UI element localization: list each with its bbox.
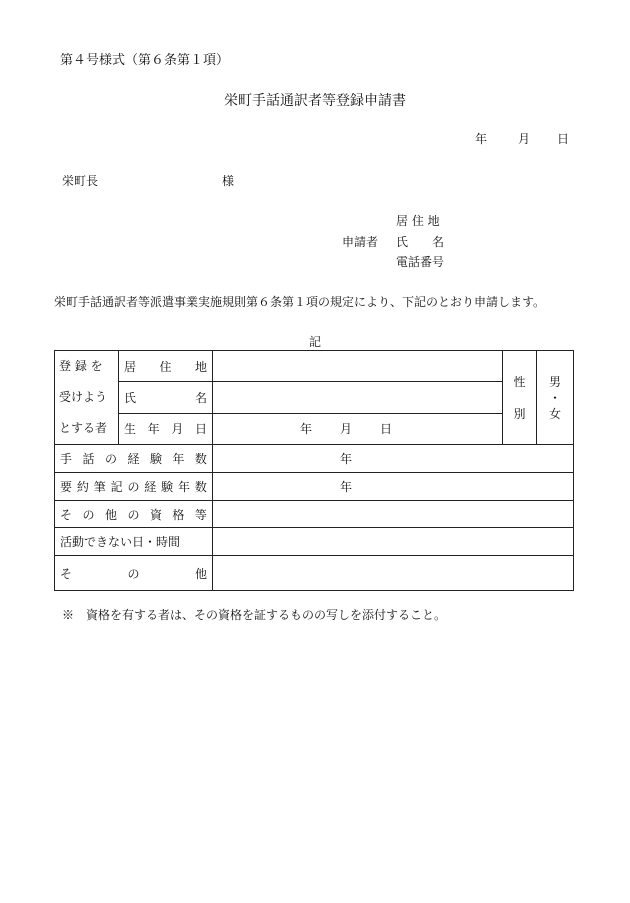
summary-years-input-cell[interactable] xyxy=(213,473,574,501)
label-char: 手 xyxy=(60,452,73,466)
address-label-cell xyxy=(119,351,213,382)
label-char: 他 xyxy=(194,566,207,581)
table-row xyxy=(55,382,574,413)
unavailable-label: 活動できない日・時間 xyxy=(60,535,181,549)
registration-table xyxy=(54,350,574,591)
label-char: 数 xyxy=(194,452,207,466)
label-char: 年 xyxy=(147,422,160,437)
table-row xyxy=(55,413,574,444)
date-month: 月 xyxy=(518,132,531,146)
label-char: 数 xyxy=(194,480,207,494)
label-char: 約 xyxy=(76,480,89,494)
group-label-line1: 登 録 を xyxy=(59,359,103,373)
label-char: の xyxy=(104,452,117,466)
addressee-honorific: 様 xyxy=(222,174,235,188)
table-row xyxy=(55,473,574,501)
unavailable-label-cell xyxy=(55,528,213,556)
attachment-note: ※ 資格を有する者は、その資格を証するものの写しを添付すること。 xyxy=(62,608,447,622)
sign-years-label-cell xyxy=(55,445,213,473)
applicant-name-label: 氏 名 xyxy=(396,235,445,249)
label-char: の xyxy=(127,566,140,581)
label-char: そ xyxy=(60,566,73,581)
birth-label-cell xyxy=(119,413,213,444)
table-row xyxy=(55,501,574,528)
gender-option-cell[interactable] xyxy=(537,351,574,445)
date-day: 日 xyxy=(557,132,570,146)
summary-years-label-cell xyxy=(55,473,213,501)
label-char: 験 xyxy=(149,452,162,466)
label-char: の xyxy=(127,480,140,494)
gender-option-male[interactable]: 男 xyxy=(548,374,561,389)
unavailable-input-cell[interactable] xyxy=(213,528,574,556)
label-char: 生 xyxy=(124,422,137,437)
label-char: の xyxy=(82,507,95,522)
other-input-cell[interactable] xyxy=(213,556,574,591)
ki-heading: 記 xyxy=(308,335,321,349)
birth-input-cell[interactable] xyxy=(213,413,503,444)
other-label-cell xyxy=(55,556,213,591)
label-char: 日 xyxy=(194,422,207,437)
gender-separator: ・ xyxy=(548,390,561,405)
label-char: そ xyxy=(60,507,73,522)
gender-option-female[interactable]: 女 xyxy=(548,406,561,421)
label-char: 名 xyxy=(194,390,207,405)
table-row xyxy=(55,556,574,591)
table-row xyxy=(55,445,574,473)
label-char: 経 xyxy=(127,452,140,466)
qualification-input-cell[interactable] xyxy=(213,501,574,528)
gender-label-char: 性 xyxy=(513,374,526,389)
label-char: 経 xyxy=(144,480,157,494)
body-text: 栄町手話通訳者等派遣事業実施規則第６条第１項の規定により、下記のとおり申請します。 xyxy=(54,295,546,309)
table-row xyxy=(55,528,574,556)
birth-day-unit: 日 xyxy=(380,422,393,437)
label-char: 他 xyxy=(104,507,117,522)
applicant-group-cell xyxy=(55,351,119,445)
qualification-label-cell xyxy=(55,501,213,528)
form-number: 第４号様式（第６条第１項） xyxy=(60,53,230,68)
sign-years-input-cell[interactable] xyxy=(213,445,574,473)
label-char: 話 xyxy=(82,452,95,466)
group-label-line3: とする者 xyxy=(59,421,108,435)
label-char: 年 xyxy=(172,452,185,466)
label-char: 氏 xyxy=(124,390,137,405)
label-char: 居 xyxy=(124,359,137,374)
date-year: 年 xyxy=(475,132,488,146)
gender-label-char: 別 xyxy=(513,406,526,421)
label-char: 月 xyxy=(171,422,184,437)
summary-years-unit: 年 xyxy=(340,480,353,494)
table-row xyxy=(55,351,574,382)
address-input-cell[interactable] xyxy=(213,351,503,382)
gender-label-cell xyxy=(503,351,537,445)
label-char: 年 xyxy=(178,480,191,494)
group-label-line2: 受けよう xyxy=(59,390,108,404)
label-char: 等 xyxy=(194,507,207,522)
label-char: 資 xyxy=(149,507,162,522)
label-char: 験 xyxy=(161,480,174,494)
label-char: 要 xyxy=(60,480,73,494)
label-char: 地 xyxy=(194,359,207,374)
birth-month-unit: 月 xyxy=(340,422,353,437)
label-char: 格 xyxy=(172,507,185,522)
name-input-cell[interactable] xyxy=(213,382,503,413)
label-char: 住 xyxy=(159,359,172,374)
document-title: 栄町手話通訳者等登録申請書 xyxy=(224,93,406,109)
sign-years-unit: 年 xyxy=(340,452,353,466)
applicant-address-label: 居 住 地 xyxy=(396,214,440,228)
label-char: の xyxy=(127,507,140,522)
label-char: 記 xyxy=(110,480,123,494)
birth-year-unit: 年 xyxy=(300,422,313,437)
name-label-cell xyxy=(119,382,213,413)
label-char: 筆 xyxy=(93,480,106,494)
applicant-role-label: 申請者 xyxy=(342,235,379,249)
addressee-name: 栄町長 xyxy=(62,174,99,188)
applicant-phone-label: 電話番号 xyxy=(396,255,445,269)
